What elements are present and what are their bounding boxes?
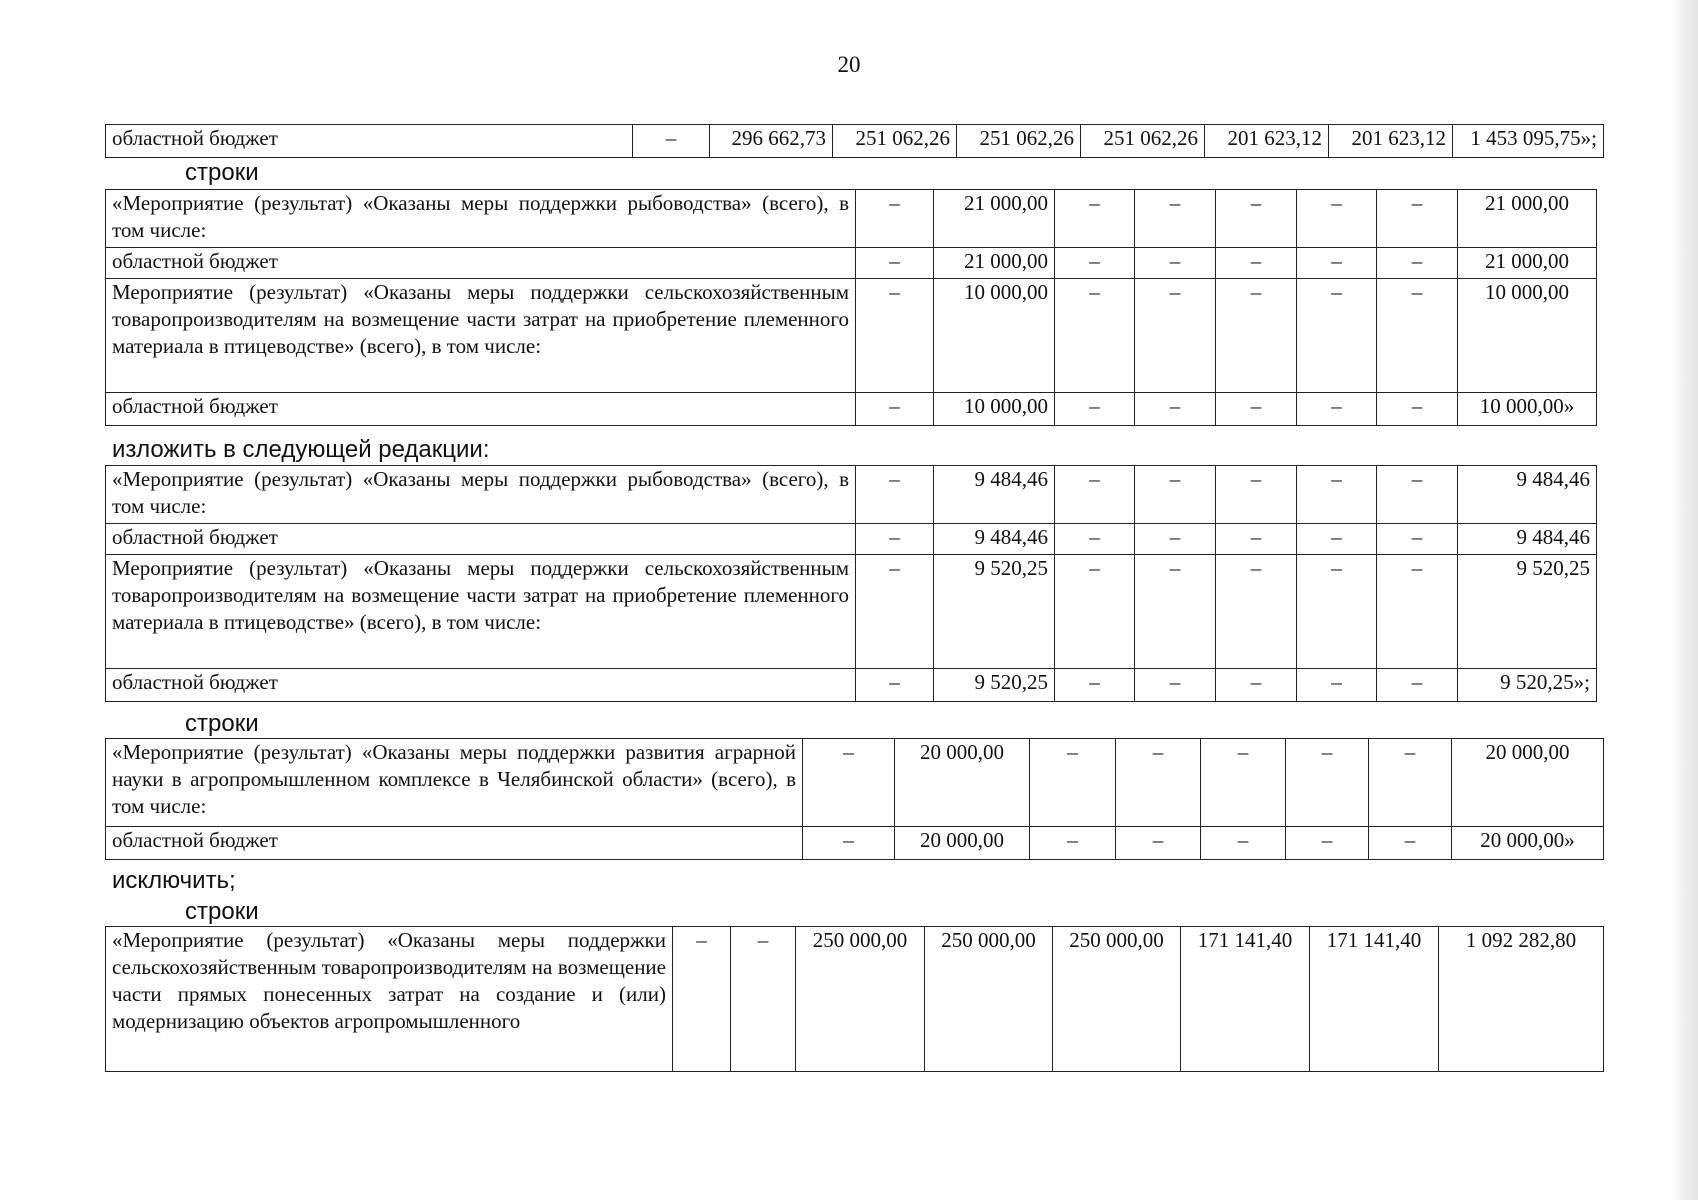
cell-dash: – bbox=[1135, 393, 1216, 426]
table-budget-summary bbox=[105, 124, 1604, 158]
cell-value: 250 000,00 bbox=[925, 927, 1053, 1072]
cell-dash: – bbox=[1116, 739, 1201, 827]
row-name: областной бюджет bbox=[106, 248, 856, 279]
cell-dash: – bbox=[856, 393, 934, 426]
cell-total: 9 484,46 bbox=[1458, 466, 1597, 524]
cell-value: 250 000,00 bbox=[796, 927, 925, 1072]
cell-value: 251 062,26 bbox=[1081, 125, 1205, 158]
cell-dash: – bbox=[1201, 827, 1286, 860]
cell-value: 10 000,00 bbox=[934, 279, 1055, 393]
cell-dash: – bbox=[1377, 279, 1458, 393]
cell-dash: – bbox=[1030, 739, 1116, 827]
cell-dash: – bbox=[1135, 279, 1216, 393]
cell-total: 10 000,00 bbox=[1458, 279, 1597, 393]
table-row bbox=[106, 279, 1597, 393]
cell-dash: – bbox=[1055, 279, 1135, 393]
cell-dash: – bbox=[1377, 555, 1458, 669]
cell-total: 20 000,00» bbox=[1452, 827, 1604, 860]
cell-dash: – bbox=[633, 125, 710, 158]
cell-dash: – bbox=[1135, 524, 1216, 555]
cell-dash: – bbox=[1377, 524, 1458, 555]
cell-dash: – bbox=[1055, 555, 1135, 669]
cell-total: 21 000,00 bbox=[1458, 190, 1597, 248]
cell-value: 10 000,00 bbox=[934, 393, 1055, 426]
table-row bbox=[106, 248, 1597, 279]
cell-value: 201 623,12 bbox=[1329, 125, 1453, 158]
cell-dash: – bbox=[1377, 248, 1458, 279]
cell-dash: – bbox=[1377, 669, 1458, 702]
cell-value: 296 662,73 bbox=[710, 125, 833, 158]
cell-total: 1 453 095,75»; bbox=[1453, 125, 1604, 158]
cell-value: 20 000,00 bbox=[895, 739, 1030, 827]
cell-dash: – bbox=[856, 190, 934, 248]
cell-dash: – bbox=[1297, 190, 1377, 248]
cell-dash: – bbox=[1055, 190, 1135, 248]
cell-dash: – bbox=[1135, 466, 1216, 524]
cell-dash: – bbox=[1286, 827, 1369, 860]
table-agri-science bbox=[105, 738, 1604, 860]
cell-value: 251 062,26 bbox=[957, 125, 1081, 158]
cell-dash: – bbox=[856, 466, 934, 524]
label-new-edition: изложить в следующей редакции: bbox=[112, 436, 490, 463]
table-row bbox=[106, 466, 1597, 524]
cell-dash: – bbox=[1216, 466, 1297, 524]
cell-dash: – bbox=[856, 279, 934, 393]
label-rows: строки bbox=[185, 710, 259, 737]
cell-dash: – bbox=[1055, 466, 1135, 524]
cell-dash: – bbox=[1286, 739, 1369, 827]
label-exclude: исключить; bbox=[112, 867, 236, 894]
cell-dash: – bbox=[1297, 279, 1377, 393]
label-rows: строки bbox=[185, 898, 259, 925]
cell-value: 171 141,40 bbox=[1181, 927, 1310, 1072]
cell-total: 9 520,25»; bbox=[1458, 669, 1597, 702]
row-name: областной бюджет bbox=[106, 524, 856, 555]
row-name: «Мероприятие (результат) «Оказаны меры поддержки развития аграрной науки в агропромышленном комплексе в Челябинской области» (всего), в том числе: bbox=[106, 739, 803, 827]
table-row bbox=[106, 739, 1604, 827]
cell-dash: – bbox=[856, 524, 934, 555]
cell-dash: – bbox=[1369, 739, 1452, 827]
cell-value: 21 000,00 bbox=[934, 248, 1055, 279]
table-row bbox=[106, 524, 1597, 555]
table-old-rows bbox=[105, 189, 1597, 426]
row-name: «Мероприятие (результат) «Оказаны меры поддержки рыбоводства» (всего), в том числе: bbox=[106, 466, 856, 524]
cell-dash: – bbox=[1216, 190, 1297, 248]
cell-dash: – bbox=[1216, 393, 1297, 426]
cell-dash: – bbox=[1135, 248, 1216, 279]
cell-total: 9 520,25 bbox=[1458, 555, 1597, 669]
row-name: областной бюджет bbox=[106, 669, 856, 702]
row-name: Мероприятие (результат) «Оказаны меры поддержки сельскохозяйственным товаропроизводителям на возмещение части затрат на приобретение племенного материала в птицеводстве» (всего), в том числе: bbox=[106, 555, 856, 669]
cell-dash: – bbox=[1116, 827, 1201, 860]
page-number: 20 bbox=[837, 52, 861, 77]
cell-value: 251 062,26 bbox=[833, 125, 957, 158]
table-row bbox=[106, 927, 1604, 1072]
cell-value: 20 000,00 bbox=[895, 827, 1030, 860]
cell-dash: – bbox=[1377, 190, 1458, 248]
table-agro-modernization bbox=[105, 926, 1604, 1072]
table-row bbox=[106, 827, 1604, 860]
table-row bbox=[106, 393, 1597, 426]
cell-total: 10 000,00» bbox=[1458, 393, 1597, 426]
cell-dash: – bbox=[1030, 827, 1116, 860]
label-rows: строки bbox=[185, 159, 259, 186]
cell-dash: – bbox=[1297, 248, 1377, 279]
cell-value: 9 484,46 bbox=[934, 466, 1055, 524]
table-row bbox=[106, 125, 1604, 158]
cell-dash: – bbox=[856, 669, 934, 702]
row-name: областной бюджет bbox=[106, 827, 803, 860]
cell-total: 20 000,00 bbox=[1452, 739, 1604, 827]
cell-value: 21 000,00 bbox=[934, 190, 1055, 248]
cell-dash: – bbox=[803, 827, 895, 860]
cell-total: 21 000,00 bbox=[1458, 248, 1597, 279]
cell-value: 9 484,46 bbox=[934, 524, 1055, 555]
row-name: «Мероприятие (результат) «Оказаны меры поддержки сельскохозяйственным товаропроизводителям на возмещение части прямых понесенных затрат на создание и (или) модернизацию объектов агропромышленного bbox=[106, 927, 673, 1072]
cell-value: 9 520,25 bbox=[934, 555, 1055, 669]
cell-dash: – bbox=[1377, 393, 1458, 426]
cell-dash: – bbox=[1135, 190, 1216, 248]
cell-dash: – bbox=[1297, 524, 1377, 555]
cell-dash: – bbox=[1216, 279, 1297, 393]
cell-dash: – bbox=[1216, 524, 1297, 555]
cell-dash: – bbox=[1216, 248, 1297, 279]
row-name: Мероприятие (результат) «Оказаны меры поддержки сельскохозяйственным товаропроизводителям на возмещение части затрат на приобретение племенного материала в птицеводстве» (всего), в том числе: bbox=[106, 279, 856, 393]
cell-total: 1 092 282,80 bbox=[1439, 927, 1604, 1072]
table-row bbox=[106, 669, 1597, 702]
cell-dash: – bbox=[856, 555, 934, 669]
cell-dash: – bbox=[1297, 669, 1377, 702]
cell-value: 9 520,25 bbox=[934, 669, 1055, 702]
cell-dash: – bbox=[1369, 827, 1452, 860]
cell-dash: – bbox=[1216, 555, 1297, 669]
cell-dash: – bbox=[1297, 393, 1377, 426]
cell-dash: – bbox=[1135, 555, 1216, 669]
table-row bbox=[106, 555, 1597, 669]
cell-value: 201 623,12 bbox=[1205, 125, 1329, 158]
scan-edge bbox=[1672, 0, 1698, 1200]
cell-dash: – bbox=[1135, 669, 1216, 702]
cell-dash: – bbox=[1055, 669, 1135, 702]
cell-dash: – bbox=[1297, 466, 1377, 524]
cell-total: 9 484,46 bbox=[1458, 524, 1597, 555]
row-name: областной бюджет bbox=[106, 393, 856, 426]
cell-dash: – bbox=[1055, 393, 1135, 426]
cell-dash: – bbox=[1297, 555, 1377, 669]
table-new-rows bbox=[105, 465, 1597, 702]
cell-dash: – bbox=[803, 739, 895, 827]
cell-value: 250 000,00 bbox=[1053, 927, 1181, 1072]
row-name: «Мероприятие (результат) «Оказаны меры поддержки рыбоводства» (всего), в том числе: bbox=[106, 190, 856, 248]
cell-dash: – bbox=[1201, 739, 1286, 827]
cell-dash: – bbox=[1216, 669, 1297, 702]
table-row bbox=[106, 190, 1597, 248]
row-name: областной бюджет bbox=[106, 125, 633, 158]
cell-dash: – bbox=[731, 927, 796, 1072]
cell-value: 171 141,40 bbox=[1310, 927, 1439, 1072]
cell-dash: – bbox=[1377, 466, 1458, 524]
cell-dash: – bbox=[856, 248, 934, 279]
cell-dash: – bbox=[1055, 248, 1135, 279]
cell-dash: – bbox=[673, 927, 731, 1072]
cell-dash: – bbox=[1055, 524, 1135, 555]
